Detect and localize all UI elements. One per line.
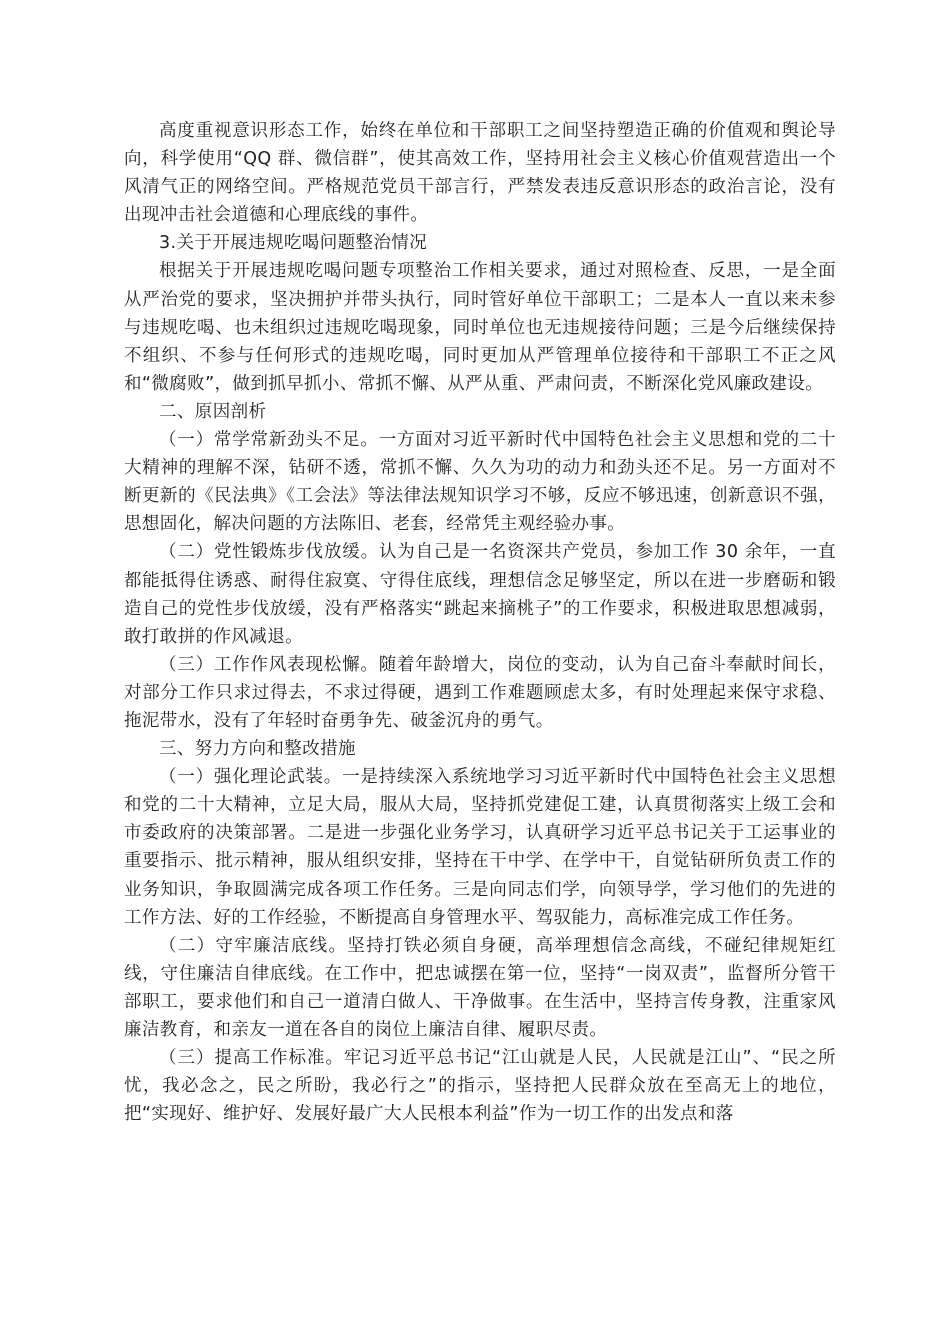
paragraph-measure-3: （三）提高工作标准。牢记习近平总书记“江山就是人民，人民就是江山”、“民之所忧，我必念之，民之所盼，我必行之”的指示，坚持把人民群众放在至高无上的地位，把“实现好、维护好、发展好最广大人民根本利益”作为一切工作的出发点和落 xyxy=(124,1048,836,1125)
heading-illegal-dining: 3.关于开展违规吃喝问题整治情况 xyxy=(159,233,428,254)
heading-cause-analysis: 二、原因剖析 xyxy=(159,401,267,422)
paragraph-measure-1: （一）强化理论武装。一是持续深入系统地学习习近平新时代中国特色社会主义思想和党的二十大精神，立足大局，服从大局，坚持抓党建促工建，认真贯彻落实上级工会和市委政府的决策部署。二是进一步强化业务学习，认真研学习近平总书记关于工运事业的重要指示、批示精神，服从组织安排，坚持在干中学、在学中干，自觉钻研所负责工作的业务知识，争取圆满完成各项工作任务。三是向同志们学，向领导学，学习他们的先进的工作方法、好的工作经验，不断提高自身管理水平、驾驭能力，高标准完成工作任务。 xyxy=(124,767,836,928)
paragraph-illegal-dining: 根据关于开展违规吃喝问题专项整治工作相关要求，通过对照检查、反思，一是全面从严治党的要求，坚决拥护并带头执行，同时管好单位干部职工；二是本人一直以来未参与违规吃喝、也未组织过违规吃喝现象，同时单位也无违规接待问题；三是今后继续保持不组织、不参与任何形式的违规吃喝，同时更加从严管理单位接待和干部职工不正之风和“微腐败”，做到抓早抓小、常抓不懈、从严从重、严肃问责，不断深化党风廉政建设。 xyxy=(124,261,836,394)
heading-rectification: 三、努力方向和整改措施 xyxy=(159,739,356,760)
document-page xyxy=(124,117,836,1128)
paragraph-measure-2: （二）守牢廉洁底线。坚持打铁必须自身硬，高举理想信念高线，不碰纪律规矩红线，守住廉洁自律底线。在工作中，把忠诚摆在第一位，坚持“一岗双责”，监督所分管干部职工，要求他们和自己一道清白做人、干净做事。在生活中，坚持言传身教，注重家风廉洁教育，和亲友一道在各自的岗位上廉洁自律、履职尽责。 xyxy=(124,935,836,1040)
paragraph-cause-1: （一）常学常新劲头不足。一方面对习近平新时代中国特色社会主义思想和党的二十大精神的理解不深，钻研不透，常抓不懈、久久为功的动力和劲头还不足。另一方面对不断更新的《民法典》《工会法》等法律法规知识学习不够，反应不够迅速，创新意识不强，思想固化，解决问题的方法陈旧、老套，经常凭主观经验办事。 xyxy=(124,430,836,535)
paragraph-cause-3: （三）工作作风表现松懈。随着年龄增大，岗位的变动，认为自己奋斗奉献时间长，对部分工作只求过得去，不求过得硬，遇到工作难题顾虑太多，有时处理起来保守求稳、拖泥带水，没有了年轻时奋勇争先、破釜沉舟的勇气。 xyxy=(124,654,836,731)
paragraph-cause-2: （二）党性锻炼步伐放缓。认为自己是一名资深共产党员，参加工作 30 余年，一直都能抵得住诱惑、耐得住寂寞、守得住底线，理想信念足够坚定，所以在进一步磨砺和锻造自己的党性步伐放缓，没有严格落实“跳起来摘桃子”的工作要求，积极进取思想减弱，敢打敢拼的作风减退。 xyxy=(124,542,836,647)
paragraph-ideology: 高度重视意识形态工作，始终在单位和干部职工之间坚持塑造正确的价值观和舆论导向，科学使用“QQ 群、微信群”，使其高效工作，坚持用社会主义核心价值观营造出一个风清气正的网络空间。严格规范党员干部言行，严禁发表违反意识形态的政治言论，没有出现冲击社会道德和心理底线的事件。 xyxy=(124,121,836,226)
